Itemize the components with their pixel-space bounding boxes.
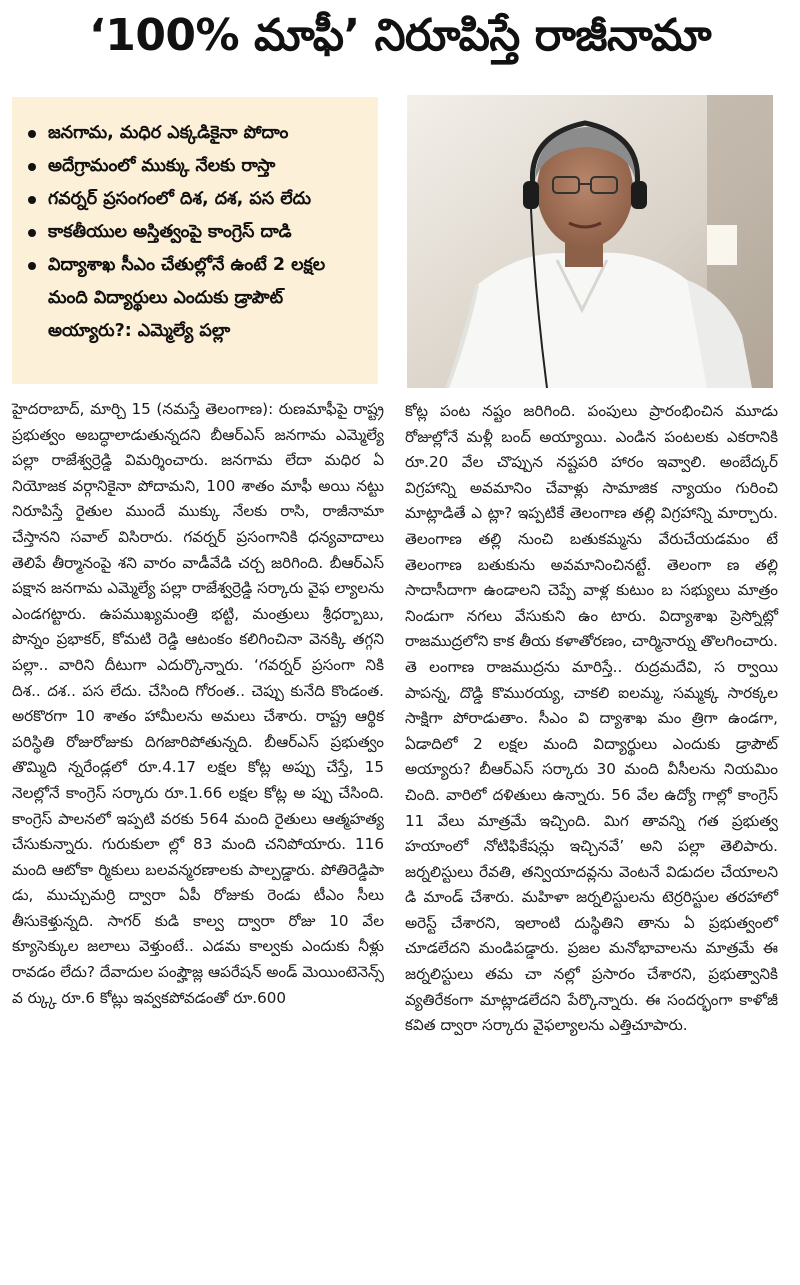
article-text: హైదరాబాద్, మార్చి 15 (నమస్తే తెలంగాణ): రుణమాఫీపై రాష్ట్ర ప్రభుత్వం అబద్ధాలాడుతున్నదని బీఆర్ఎస్ జనగామ ఎమ్మెల్యే పల్లా రాజేశ్వర్రెడ్డి విమర్శించారు. జనగామ లేదా మధిర ఏ నియోజక వర్గానికైనా పోదామని, 100 శాతం మాఫీ అయి నట్టు నిరూపిస్తే రైతుల ముందే ముక్కు నేలకు రాసి, రాజీనామా చేస్తానని సవాల్ విసిరారు. గవర్నర్ ప్రసంగానికి ధన్యవాదాలు తెలిపే తీర్మానంపై శని వారం వాడీవేడి చర్చ జరిగింది. బీఆర్ఎస్ పక్షాన జనగామ ఎమ్మెల్యే పల్లా రాజేశ్వర్రెడ్డి సర్కారు వైఫ ల్యాలను ఎండగట్టారు. ఉపముఖ్యమంత్రి భట్టి, మంత్రులు శ్రీధర్బాబు, పొన్నం ప్రభాకర్, కోమటి రెడ్డి ఆటంకం కలిగించినా వెనక్కి తగ్గని పల్లా.. వారిని దీటుగా ఎదుర్కొన్నారు. ‘గవర్నర్ ప్రసంగా నికి దిశ.. దశ.. పస లేదు. చేసింది గోరంత.. చెప్పు కునేది కొండంత. అరకొరగా 10 శాతం హామీలను అమలు చేశారు. రాష్ట్ర ఆర్థిక పరిస్థితి రోజురోజుకు దిగజారిపోతున్నది. బీఆర్ఎస్ ప్రభుత్వం తొమ్మిది న్నరేండ్లలో రూ.4.17 లక్షల కోట్ల అప్పు చేస్తే, 15 నెలల్లోనే కాంగ్రెస్ సర్కారు రూ.1.66 లక్షల కోట్ల అ ప్పు చేసింది. కాంగ్రెస్ పాలనలో ఇప్పటి వరకు 564 మంది రైతులు ఆత్మహత్య చేసుకున్నారు. గురుకులా ల్లో 83 మంది చనిపోయారు. 116 మంది ఆటోకా ర్మికులు బలవన్మరణాలకు పాల్పడ్డారు. పోతిరెడ్డిపా డు, ముచ్చుమర్రి ద్వారా ఏపీ రోజుకు రెండు టీఎం సీలు తీసుకెళ్తున్నది. సాగర్ కుడి కాల్వ ద్వారా రోజు 10 వేల క్యూసెక్కుల జలాలు వెళ్తుంటే.. ఎడమ కాల్వకు ఎందుకు నీళ్లు రావడం లేదు? దేవాదుల పంప్హౌజ్ల ఆపరేషన్ అండ్ మెయింటెనెన్స్ వ ర్క్కు రూ.6 కోట్లు ఇవ్వకపోవడంతో రూ.600 bbox=[12, 400, 384, 1007]
mla-photo bbox=[407, 95, 773, 388]
highlight-item: గవర్నర్ ప్రసంగంలో దిశ, దశ, పస లేదు bbox=[26, 183, 368, 216]
person-photo-icon bbox=[407, 95, 773, 388]
bullet-icon bbox=[28, 130, 36, 138]
headline: ‘100% మాఫీ’ నిరూపిస్తే రాజీనామా bbox=[88, 10, 711, 61]
bullet-icon bbox=[28, 229, 36, 237]
highlight-item: విద్యాశాఖ సీఎం చేతుల్లోనే ఉంటే 2 లక్షల మంది విద్యార్థులు ఎందుకు డ్రాపౌట్ అయ్యారు?: ఎమ్మెల్యే పల్లా bbox=[26, 249, 368, 348]
bullet-icon bbox=[28, 163, 36, 171]
article-text: కోట్ల పంట నష్టం జరిగింది. పంపులు ప్రారంభించిన మూడు రోజుల్లోనే మళ్లీ బంద్ అయ్యాయి. ఎండిన పంటలకు ఎకరానికి రూ.20 వేల చొప్పున నష్టపరి హారం ఇవ్వాలి. అంబేద్కర్ విగ్రహాన్ని అవమానిం చేవాళ్లు సామాజిక న్యాయం గురించి మాట్లాడితే ఎ ట్లా? ఇప్పటికే తెలంగాణ తల్లి విగ్రహాన్ని మార్చారు. తెలంగాణ తల్లి నుంచి బతుకమ్మను వేరుచేయడమం టే తెలంగాణ బతుకును అవమానించినట్టే. తెలంగా ణ తల్లి సాదాసీదాగా ఉండాలని చెప్పే వాళ్ల కుటుం బ సభ్యులు మాత్రం నిండుగా నగలు వేసుకుని ఉం టారు. విద్యాశాఖ ప్రెస్నోట్లో రాజముద్రలోని కాక తీయ కళాతోరణం, చార్మినార్ను తొలగించారు. తె లంగాణ రాజముద్రను మారిస్తే.. రుద్రమదేవి, స ర్వాయి పాపన్న, దొడ్డి కొమురయ్య, చాకలి ఐలమ్మ, సమ్మక్క సారక్కల సాక్షిగా పోరాడుతాం. సీఎం వి ద్యాశాఖ మం త్రిగా ఉండగా, ఏడాదిలో 2 లక్షల మంది విద్యార్థులు ఎందుకు డ్రాపౌట్ అయ్యారు? బీఆర్ఎస్ సర్కారు 30 మంది వీసీలను నియమిం చింది. వారిలో దళితులు ఉన్నారు. 56 వేల ఉద్యో గాల్లో కాంగ్రెస్ 11 వేలు మాత్రమే ఇచ్చింది. మిగ తావన్ని గత ప్రభుత్వ హయాంలో నోటిఫికేషన్లు ఇచ్చినవే’ అని పల్లా తెలిపారు. జర్నలిస్టులు రేవతి, తన్వియాదవ్లను వెంటనే విడుదల చేయాలని డి మాండ్ చేశారు. మహిళా జర్నలిస్టులను టెర్రరిస్టుల తరహాలో అరెస్ట్ చేశారని, ఇలాంటి దుస్థితిని తాను ఏ ప్రభుత్వంలో చూడలేదని మండిపడ్డారు. ప్రజల మనోభావాలను మాత్రమే ఈ జర్నలిస్టులు తమ చా నల్లో ప్రసారం చేశారని, ప్రభుత్వానికి వ్యతిరేకంగా మాట్లాడలేదని పేర్కొన్నారు. ఈ సందర్భంగా కాళోజీ కవిత ద్వారా సర్కారు వైఫల్యాలను ఎత్తిచూపారు. bbox=[405, 402, 778, 1035]
article-column-left bbox=[12, 397, 384, 1011]
highlights-box bbox=[12, 97, 378, 384]
article-column-right bbox=[405, 399, 778, 1039]
highlight-item: కాకతీయుల అస్తిత్వంపై కాంగ్రెస్ దాడి bbox=[26, 216, 368, 249]
highlight-item: అదేగ్రామంలో ముక్కు నేలకు రాస్తా bbox=[26, 150, 368, 183]
bullet-icon bbox=[28, 262, 36, 270]
highlight-item: జనగామ, మధిర ఎక్కడికైనా పోదాం bbox=[26, 117, 368, 150]
bullet-icon bbox=[28, 196, 36, 204]
highlights-list bbox=[26, 117, 368, 348]
